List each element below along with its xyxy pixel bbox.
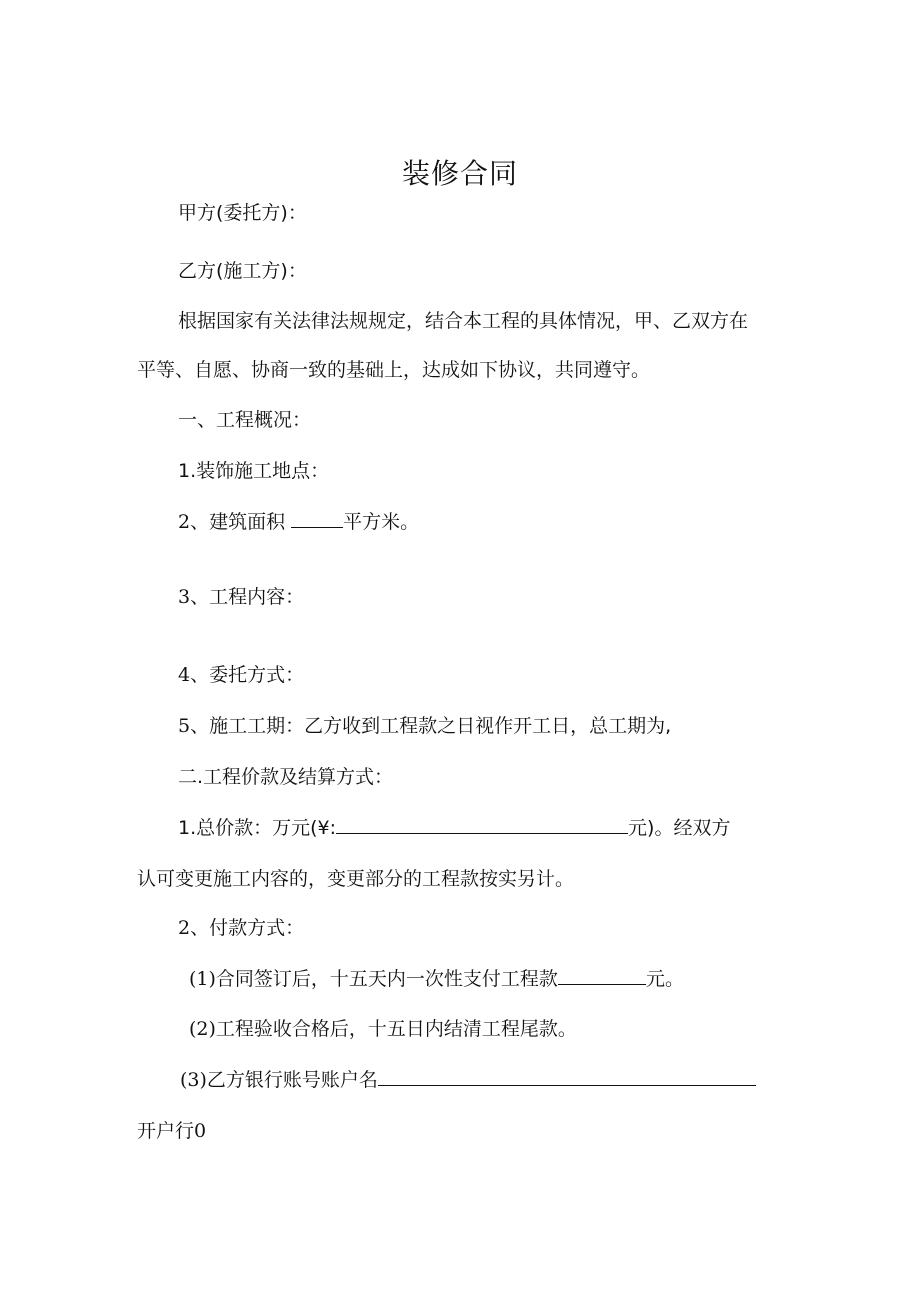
total-price-continuation: 认可变更施工内容的，变更部分的工程款按实另计。 — [137, 868, 575, 890]
document-title: 装修合同 — [401, 156, 518, 190]
item-number: 5 — [178, 715, 191, 737]
item-number: 3 — [178, 586, 191, 608]
payment-method-label: 、付款方式： — [190, 917, 305, 939]
total-price-suffix: 元)。经双方 — [628, 817, 731, 839]
intro-paragraph-line-2: 平等、自愿、协商一致的基础上，达成如下协议，共同遵守。 — [137, 359, 651, 381]
commission-method-item — [178, 662, 304, 688]
item-number: 2 — [178, 511, 191, 533]
area-blank-field — [291, 509, 343, 528]
payment-unit: 元。 — [645, 968, 684, 990]
term-number: (2) — [189, 1018, 216, 1040]
bank-account-blank-field — [378, 1067, 756, 1086]
payment-term-1-text: 合同签订后，十五天内一次性支付工程款 — [215, 968, 558, 990]
payment-term-2 — [189, 1016, 577, 1042]
item-number: 4 — [178, 664, 191, 686]
construction-period-item — [178, 713, 671, 739]
term-number: (3) — [180, 1069, 207, 1091]
total-price-item — [178, 815, 730, 841]
party-b-label: 乙方(施工方)： — [178, 260, 307, 282]
bank-branch-item — [137, 1118, 206, 1144]
building-area-label: 、建筑面积 — [190, 511, 292, 533]
construction-period-text: 、施工工期：乙方收到工程款之日视作开工日，总工期为, — [190, 715, 672, 737]
commission-method-label: 、委托方式： — [190, 664, 305, 686]
section-1-heading: 一、工程概况： — [178, 409, 312, 431]
intro-paragraph-line-1: 根据国家有关法律法规规定，结合本工程的具体情况，甲、乙双方在 — [178, 310, 749, 332]
total-price-blank-field — [336, 815, 628, 834]
section-2-heading: 二.工程价款及结算方式： — [178, 766, 394, 788]
payment-method-item — [178, 915, 304, 941]
payment-term-1 — [189, 966, 684, 992]
area-unit: 平方米。 — [343, 511, 420, 533]
bank-branch-value: 0 — [194, 1120, 207, 1142]
bank-branch-label: 开户行 — [137, 1120, 195, 1142]
payment-amount-blank-field — [558, 966, 646, 985]
item-number: 2 — [178, 917, 191, 939]
payment-term-2-text: 工程验收合格后，十五日内结清工程尾款。 — [215, 1018, 577, 1040]
party-a-label: 甲方(委托方)： — [178, 202, 307, 224]
work-content-item — [178, 584, 304, 610]
term-number: (1) — [189, 968, 216, 990]
building-area-item — [178, 509, 419, 535]
total-price-label: 1.总价款：万元(¥: — [178, 817, 337, 839]
bank-account-label: 乙方银行账号账户名 — [206, 1069, 378, 1091]
construction-site-item: 1.装饰施工地点： — [178, 460, 330, 482]
work-content-label: 、工程内容： — [190, 586, 305, 608]
payment-term-3 — [180, 1067, 756, 1093]
